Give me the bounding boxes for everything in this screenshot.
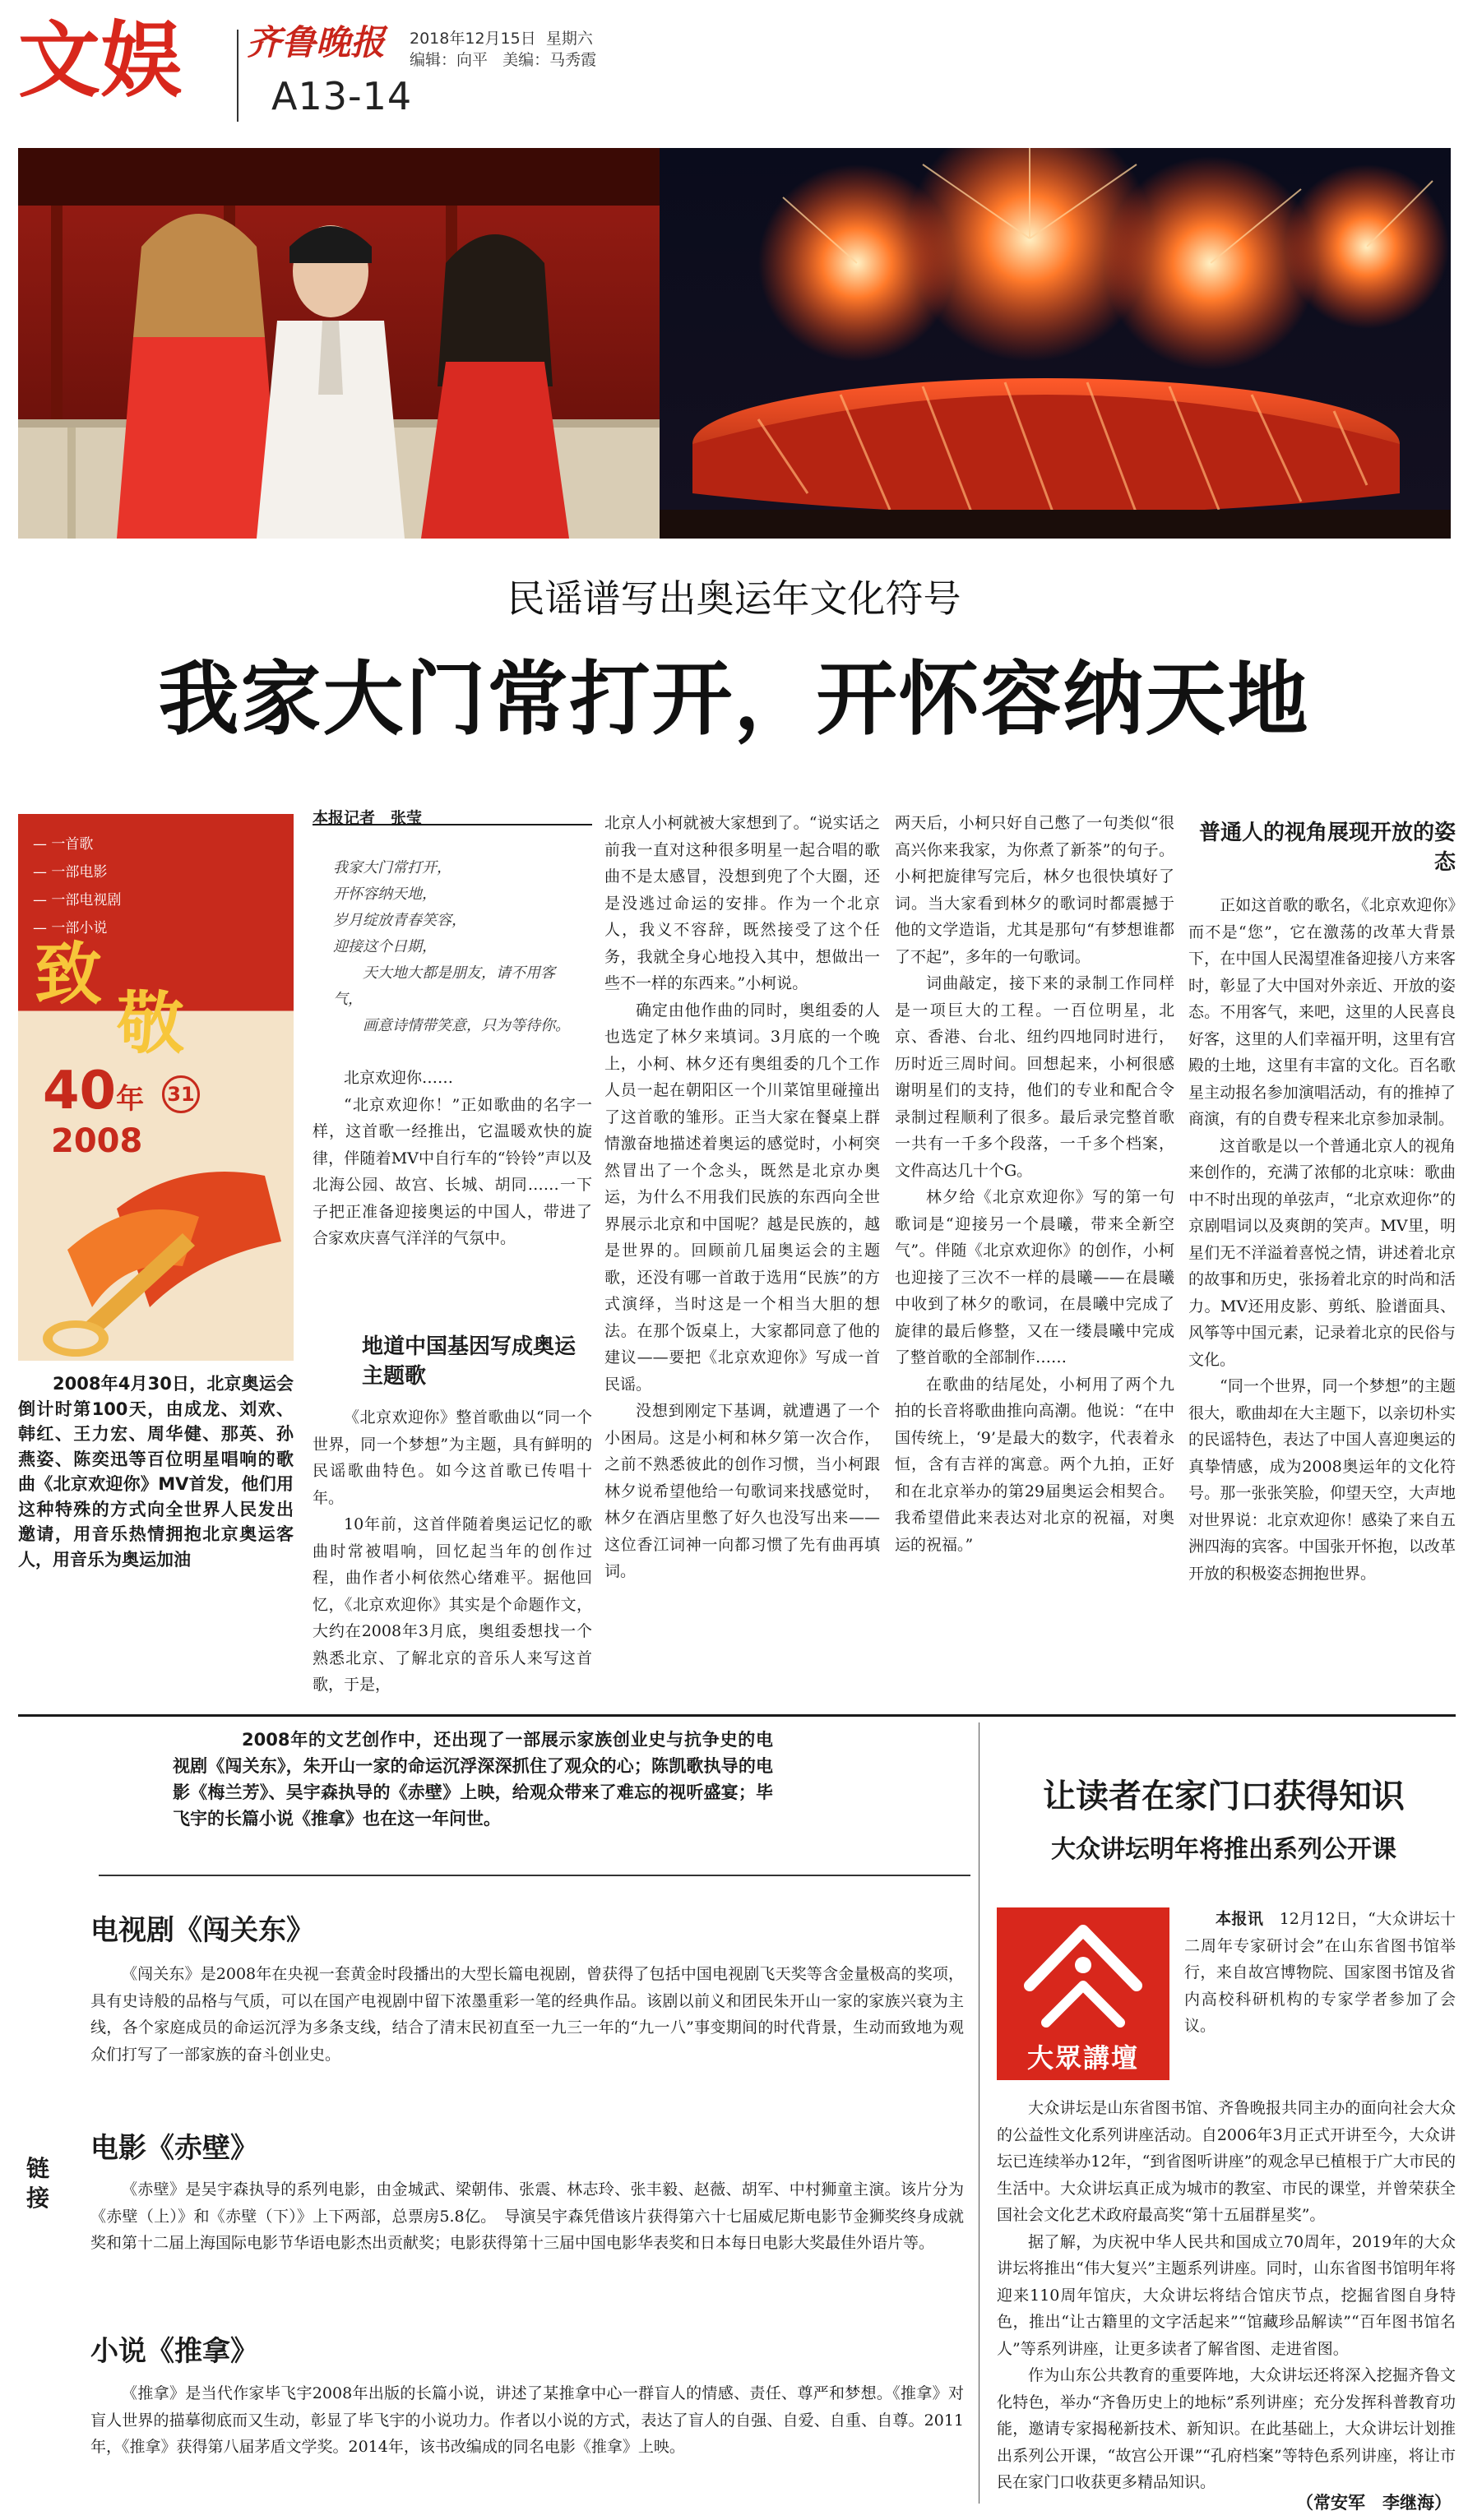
trumpet-ribbon-icon bbox=[18, 1143, 294, 1361]
paragraph: 《赤壁》是吴宇森执导的系列电影，由金城武、梁朝伟、张震、林志玲、张丰毅、赵薇、胡军、中村狮童主演。该片分为《赤壁（上）》和《赤壁（下）》上下两部，总票房5.8亿。 导演吴宇森凭借该片获得第六十七届威尼斯电影节金狮奖终身成就奖和第十二届上海国际电影节华语电影杰出贡献奖；电影获得第十三届中国电影华表奖和日本每日电影大奖最佳外语片等。 bbox=[90, 2180, 964, 2252]
sidebar-text-top bbox=[1184, 1906, 1456, 2095]
link-item-title: 电影《赤壁》 bbox=[90, 2132, 258, 2165]
paragraph: 确定由他作曲的同时，奥组委的人也选定了林夕来填词。3月底的一个晚上，小柯、林夕还有奥组委的几个工作人员一起在朝阳区一个川菜馆里碰撞出了这首歌的雏形。正当大家在餐桌上群情激奋地描述着奥运的感觉时，小柯突然冒出了一个念头，既然是北京办奥运，为什么不用我们民族的东西向全世界展示北京和中国呢？越是民族的，越是世界的。回顾前几届奥运会的主题歌，还没有哪一首敢于选用“民族”的方式演绎，当时这是一个相当大胆的想法。在那个饭桌上，大家都同意了他的建议——要把《北京欢迎你》写成一首民谣。 bbox=[604, 1001, 880, 1394]
paragraph: “北京欢迎你！”正如歌曲的名字一样，这首歌一经推出，它温暖欢快的旋律，伴随着MV中自行车的“铃铃”声以及北海公园、故宫、长城、胡同……一下子把正准备迎接奥运的中国人，带进了合家欢庆喜气洋洋的气氛中。 bbox=[313, 1095, 592, 1247]
lyric-line: 我家大门常打开， bbox=[333, 859, 452, 876]
photo-caption: 2008年4月30日，北京奥运会倒计时第100天，由成龙、刘欢、韩红、王力宏、周华健、那英、孙燕姿、陈奕迅等百位明星唱响的歌曲《北京欢迎你》MV首发，他们用这种特殊的方式向全世界人民发出邀请，用音乐热情拥抱北京奥运客人，用音乐为奥运加油 bbox=[18, 1374, 294, 1570]
page-number: A13-14 bbox=[271, 74, 413, 118]
paragraph: 这首歌是以一个普通北京人的视角来创作的，充满了浓郁的北京味：歌曲中不时出现的单弦声，“北京欢迎你”的京剧唱词以及爽朗的笑声。MV里，明星们无不洋溢着喜悦之情，讲述着北京的故事和历史，张扬着北京的时尚和活力。MV还用皮影、剪纸、脸谱面具、风筝等中国元素，记录着北京的民俗与文化。 bbox=[1188, 1136, 1456, 1369]
paragraph: 本报讯 12月12日，“大众讲坛十二周年专家研讨会”在山东省图书馆举行，来自故宫博物院、国家图书馆及省内高校科研机构的专家学者参加了会议。 bbox=[1184, 1910, 1456, 2035]
sidebar-text-bottom bbox=[997, 2095, 1456, 2498]
paragraph: 北京人小柯就被大家想到了。“说实话之前我一直对这种很多明星一起合唱的歌曲不是太感冒，没想到兜了个大圈，还是没逃过命运的安排。作为一个北京人，我义不容辞，既然接受了这个任务，我就全身心地投入其中，想做出一些不一样的东西来。”小柯说。 bbox=[604, 814, 880, 992]
paragraph: 《闯关东》是2008年在央视一套黄金时段播出的大型长篇电视剧，曾获得了包括中国电视剧飞天奖等含金量极高的奖项，具有史诗般的品格与气质，可以在国产电视剧中留下浓墨重彩一笔的经典作品。该剧以前义和团民朱开山一家的家族兴衰为主线，各个家庭成员的命运沉浮为多条支线，结合了清末民初直至一九三一年的“九一八”事变期间的时代背景，生动而致地为观众们打写了一部家族的奋斗创业史。 bbox=[90, 1965, 964, 2064]
section-label: 文娱 bbox=[18, 12, 183, 109]
badge-anniversary: 40年 bbox=[43, 1061, 145, 1121]
hero-illustration bbox=[18, 148, 1451, 539]
article-text-1a bbox=[313, 1065, 592, 1311]
paragraph: “同一个世界，同一个梦想”的主题很大，歌曲却在大主题下，以亲切朴实的民谣特色，表达了中国人喜迎奥运的真挚情感，成为2008奥运年的文化符号。那一张张笑脸，仰望天空，大声地对世界说：北京欢迎你！感染了来自五洲四海的宾客。中国张开怀抱，以改革开放的积极姿态拥抱世界。 bbox=[1188, 1377, 1456, 1583]
link-item-title: 小说《推拿》 bbox=[90, 2335, 258, 2368]
paragraph: 正如这首歌的歌名，《北京欢迎你》而不是“您”，它在激荡的改革大背景下，在中国人民渴望准备迎接八方来客时，彰显了大中国对外亲近、开放的姿态。不用客气，来吧，这里的人民喜良好客，这里的人们幸福开明，这里有宫殿的土地，这里有丰富的文化。百名歌星主动报名参加演唱活动，有的推掉了商演，有的自费专程来北京参加录制。 bbox=[1188, 896, 1456, 1128]
paragraph: 在歌曲的结尾处，小柯用了两个九拍的长音将歌曲推向高潮。他说：“在中国传统上，‘9’是最大的数字，代表着永恒，含有吉祥的寓意。两个九拍，正好和在北京举办的第29届奥运会相契合。我希望借此来表达对北京的祝福，对奥运的祝福。” bbox=[895, 1375, 1174, 1554]
sidebar-subtitle: 大众讲坛明年将推出系列公开课 bbox=[1051, 1835, 1396, 1864]
masthead-divider bbox=[237, 30, 238, 122]
link-item-text bbox=[90, 1961, 964, 2122]
headline-main: 我家大门常打开，开怀容纳天地 bbox=[158, 653, 1310, 747]
subheading-1: 地道中国基因写成奥运主题歌 bbox=[362, 1334, 577, 1389]
paragraph: 两天后，小柯只好自己憋了一句类似“很高兴你来我家，为你煮了新茶”的句子。小柯把旋律写完后，林夕也很快填好了词。当大家看到林夕的歌词时都震撼于他的文学造诣，尤其是那句“有梦想谁都了不起”，多年的一句歌词。 bbox=[895, 814, 1174, 966]
lecture-logo-text: 大眾講壇 bbox=[1026, 2042, 1139, 2074]
lecture-logo-icon bbox=[997, 1907, 1169, 2039]
byline: 本报记者 张莹 bbox=[313, 809, 423, 827]
subheading-2: 普通人的视角展现开放的姿态 bbox=[1198, 821, 1456, 875]
link-item-text bbox=[90, 2380, 964, 2504]
badge-word-1: 致 bbox=[35, 935, 103, 1014]
article-text-1b bbox=[313, 1404, 592, 1694]
links-intro-rule bbox=[99, 1875, 970, 1876]
lyric-line: 开怀容纳天地， bbox=[333, 885, 437, 903]
paragraph: 北京欢迎你…… bbox=[344, 1069, 454, 1087]
badge-word-2: 敬 bbox=[117, 984, 185, 1063]
lyric-line: 岁月绽放青春笑容， bbox=[333, 912, 466, 929]
paragraph: 《北京欢迎你》整首歌曲以“同一个世界，同一个梦想”为主题，具有鲜明的民谣歌曲特色。如今这首歌已传唱十年。 bbox=[313, 1408, 592, 1507]
paragraph: 据了解，为庆祝中华人民共和国成立70周年，2019年的大众讲坛将推出“伟大复兴”主题系列讲座。同时，山东省图书馆明年将迎来110周年馆庆，大众讲坛将结合馆庆节点，挖掘省图自身特色，推出“让古籍里的文字活起来”“馆藏珍品解读”“百年图书馆名人”等系列讲座，让更多读者了解省图、走进省图。 bbox=[997, 2232, 1456, 2358]
badge-list bbox=[33, 830, 121, 942]
paragraph: 《推拿》是当代作家毕飞宇2008年出版的长篇小说，讲述了某推拿中心一群盲人的情感、责任、尊严和梦想。《推拿》对盲人世界的描摹彻底而又生动，彰显了毕飞宇的小说功力。作者以小说的方式，表达了盲人的自强、自爱、自重、自尊。2011年，《推拿》获得第八届茅盾文学奖。2014年，该书改编成的同名电影《推拿》上映。 bbox=[90, 2384, 964, 2456]
paragraph: 作为山东公共教育的重要阵地，大众讲坛还将深入挖掘齐鲁文化特色，举办“齐鲁历史上的地标”系列讲座；充分发挥科普教育功能，邀请专家揭秘新技术、新知识。在此基础上，大众讲坛计划推出系列公开课，“故宫公开课”“孔府档案”等特色系列讲座，将让市民在家门口收获更多精品知识。 bbox=[997, 2366, 1456, 2491]
paragraph: 林夕给《北京欢迎你》写的第一句歌词是“迎接另一个晨曦，带来全新空气”。伴随《北京欢迎你》的创作，小柯也迎接了三次不一样的晨曦——在晨曦中收到了林夕的歌词，在晨曦中完成了旋律的最后修整，又在一缕晨曦中完成了整首歌的全部制作…… bbox=[895, 1188, 1174, 1366]
paragraph: 大众讲坛是山东省图书馆、齐鲁晚报共同主办的面向社会大众的公益性文化系列讲座活动。自2006年3月正式开讲至今，大众讲坛已连续举办12年，“到省图听讲座”的观念早已植根于广大市民的生活中。大众讲坛真正成为城市的教室、市民的课堂，并曾荣获全国社会文化艺术政府最高奖“第十五届群星奖”。 bbox=[997, 2099, 1456, 2224]
paragraph: 10年前，这首伴随着奥运记忆的歌曲时常被唱响，回忆起当年的创作过程，曲作者小柯依然心绪难平。据他回忆，《北京欢迎你》其实是个命题作文，大约在2008年3月底，奥组委想找一个熟悉北京、了解北京的音乐人来写这首歌，于是， bbox=[313, 1515, 592, 1694]
badge-list-item: — 一首歌 bbox=[33, 836, 94, 853]
link-item-title: 电视剧《闯关东》 bbox=[90, 1914, 314, 1947]
badge-list-item: — 一部电影 bbox=[33, 864, 108, 881]
issue-date: 2018年12月15日 星期六 bbox=[410, 30, 593, 48]
lyric-line: 迎接这个日期， bbox=[333, 938, 437, 955]
sidebar-title: 让读者在家门口获得知识 bbox=[1043, 1778, 1405, 1815]
lyrics-block bbox=[333, 855, 580, 1039]
badge-list-item: — 一部小说 bbox=[33, 920, 108, 936]
lyric-line: 天大地大都是朋友，请不用客气， bbox=[333, 964, 555, 1008]
paper-name: 齐鲁晚报 bbox=[247, 22, 386, 62]
badge-series-number: 31 bbox=[162, 1075, 200, 1113]
badge-year: 2008 bbox=[51, 1122, 143, 1160]
article-col-2 bbox=[604, 810, 880, 1694]
paragraph: 词曲敲定，接下来的录制工作同样是一项巨大的工程。一百位明星，北京、香港、台北、纽约四地同时进行，历时近三周时间。回想起来，小柯很感谢明星们的支持，他们的专业和配合令录制过程顺利了很多。最后录完整首歌一共有一千多个段落，一千多个档案，文件高达几十个G。 bbox=[895, 974, 1174, 1180]
lyric-line: 画意诗情带笑意，只为等待你。 bbox=[363, 1017, 570, 1034]
article-col-1 bbox=[313, 806, 592, 1694]
sidebar-author: （常安军 李继海） bbox=[1296, 2492, 1452, 2513]
links-label: 链接 bbox=[26, 2155, 50, 2212]
paragraph: 没想到刚定下基调，就遭遇了一个小困局。这是小柯和林夕第一次合作，之前不熟悉彼此的创作习惯，当小柯跟林夕说希望他给一句歌词来找感觉时，林夕在酒店里憋了好久也没写出来——这位香江词神一向都习惯了先有曲再填词。 bbox=[604, 1402, 880, 1580]
section-divider bbox=[18, 1714, 1456, 1717]
lecture-logo bbox=[997, 1907, 1169, 2080]
article-text-4 bbox=[1188, 892, 1456, 1694]
badge-list-item: — 一部电视剧 bbox=[33, 892, 122, 909]
series-badge bbox=[18, 814, 294, 1361]
article-col-4 bbox=[1188, 818, 1456, 1694]
editor-credits: 编辑：向平 美编：马秀霞 bbox=[410, 51, 597, 69]
hero-photo bbox=[18, 148, 1451, 539]
article-col-3 bbox=[895, 810, 1174, 1694]
link-item-text bbox=[90, 2176, 964, 2333]
links-intro: 2008年的文艺创作中，还出现了一部展示家族创业史与抗争史的电视剧《闯关东》，朱开山一家的命运沉浮深深抓住了观众的心；陈凯歌执导的电影《梅兰芳》、吴宇森执导的《赤壁》上映，给观众带来了难忘的视听盛宴；毕飞宇的长篇小说《推拿》也在这一年问世。 bbox=[173, 1730, 773, 1829]
headline-kicker: 民谣谱写出奥运年文化符号 bbox=[507, 576, 961, 621]
